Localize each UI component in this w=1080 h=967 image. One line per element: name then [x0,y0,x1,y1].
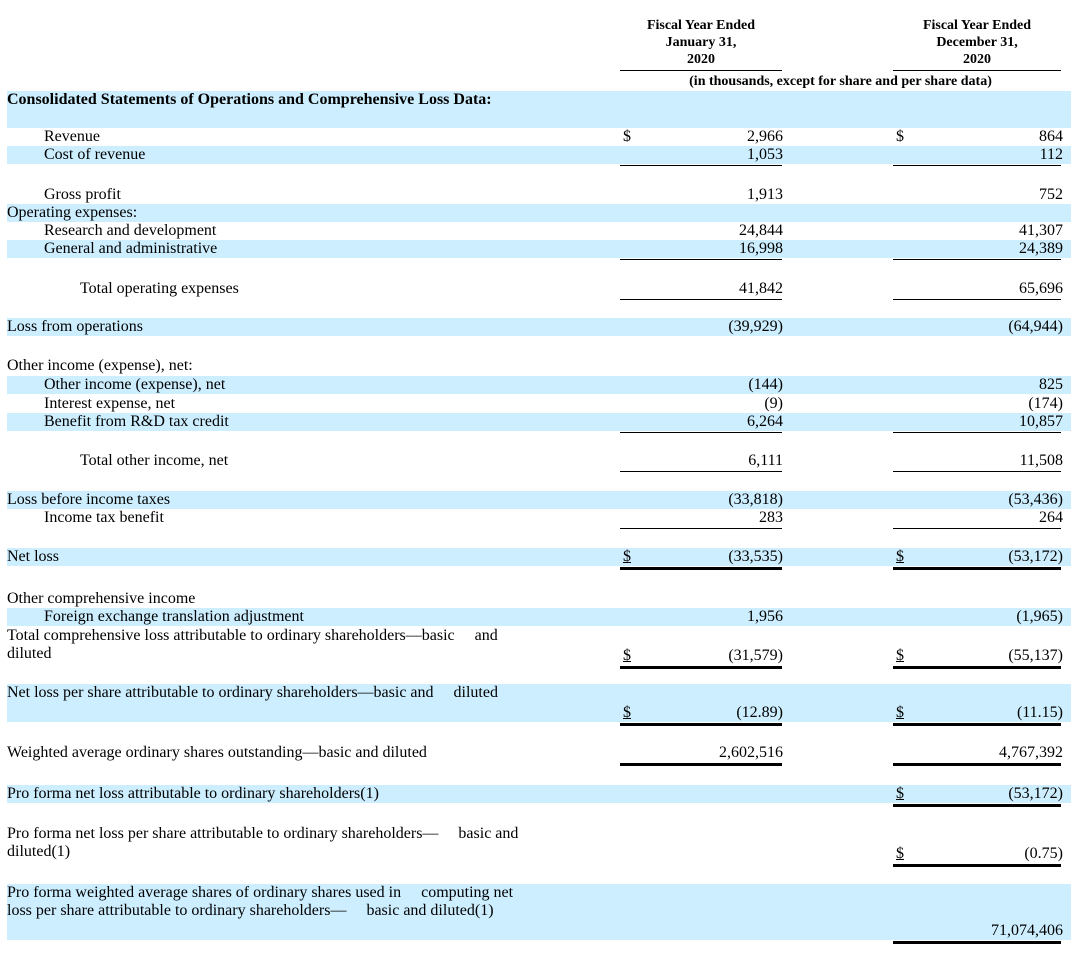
value-fy-dec-2020: 71,074,406 [991,922,1063,939]
row-label: Pro forma net loss attributable to ordinary shareholders(1) [7,785,379,802]
column-rule [893,259,1061,260]
value-fy-jan-2020: 2,602,516 [719,744,783,761]
row-label: General and administrative [44,240,218,257]
table-row [7,684,1071,722]
table-row [7,128,1071,146]
column-rule [893,763,1061,766]
table-row [7,548,1071,566]
value-fy-jan-2020: (12.89) [736,704,783,721]
column-rule [620,299,782,300]
table-row [7,825,1071,863]
row-label: Total other income, net [80,452,229,469]
value-fy-dec-2020: (1,965) [1016,608,1063,625]
table-row [7,376,1071,394]
row-label: Weighted average ordinary shares outstanding—basic and diluted [7,744,427,761]
table-row [7,240,1071,258]
column-header-line: January 31, [665,35,737,50]
value-fy-dec-2020: (11.15) [1016,704,1063,721]
column-header-line: 2020 [963,52,991,67]
column-rule [620,567,782,570]
row-label: Total comprehensive loss attributable to ordinary shareholders—basic and diluted [7,627,498,662]
row-label: Consolidated Statements of Operations and Comprehensive Loss Data: [7,91,492,108]
column-rule [893,165,1061,166]
value-fy-jan-2020: (33,818) [728,491,783,508]
table-row [7,491,1071,509]
row-label: Income tax benefit [44,509,164,526]
row-label: Interest expense, net [44,395,176,412]
column-rule [893,864,1061,867]
value-fy-jan-2020: 1,053 [747,146,783,163]
value-fy-dec-2020: (174) [1028,395,1063,412]
currency-symbol: $ [896,704,904,721]
table-row [7,91,1071,128]
value-fy-jan-2020: 6,264 [747,413,783,430]
value-fy-dec-2020: 264 [1039,509,1063,526]
value-fy-dec-2020: (53,172) [1008,548,1063,565]
column-rule [893,941,1061,944]
column-rule [893,804,1061,807]
value-fy-jan-2020: 2,966 [747,128,783,145]
column-header-line: December 31, [936,35,1018,50]
value-fy-jan-2020: (144) [748,376,783,393]
value-fy-dec-2020: 112 [1039,146,1063,163]
value-fy-jan-2020: 1,956 [747,608,783,625]
value-fy-jan-2020: 16,998 [739,240,783,257]
row-label: Research and development [44,222,217,239]
value-fy-dec-2020: 825 [1039,376,1063,393]
table-row [7,608,1071,626]
column-rule [620,763,782,766]
table-row [7,204,1071,222]
currency-symbol: $ [623,128,631,145]
currency-symbol: $ [623,704,631,721]
table-row [7,785,1071,803]
value-fy-jan-2020: 24,844 [739,222,783,239]
column-rule [893,432,1061,433]
table-row [7,146,1071,164]
column-rule [620,165,782,166]
value-fy-dec-2020: 4,767,392 [999,744,1063,761]
table-row [7,627,1071,665]
column-rule [620,259,782,260]
row-label: Revenue [44,128,100,145]
column-header-line: Fiscal Year Ended [646,18,756,33]
row-label: Total operating expenses [80,280,239,297]
value-fy-dec-2020: (55,137) [1008,647,1063,664]
row-label: Other comprehensive income [7,590,196,607]
value-fy-dec-2020: 11,508 [1019,452,1063,469]
row-label: Net loss per share attributable to ordinary shareholders—basic and diluted [7,684,498,701]
currency-symbol: $ [896,785,904,802]
column-rule [893,723,1061,726]
value-fy-dec-2020: (64,944) [1008,318,1063,335]
row-label: Cost of revenue [44,146,146,163]
column-rule [893,471,1061,472]
column-header-fy-dec-2020 [893,17,1061,68]
table-row [7,452,1071,470]
column-rule [893,567,1061,570]
value-fy-jan-2020: (33,535) [728,548,783,565]
row-label: Pro forma net loss per share attributable to ordinary shareholders— basic and diluted(1) [7,825,519,860]
table-row [7,222,1071,240]
header-rule [620,70,782,71]
column-rule [893,299,1061,300]
row-label: Gross profit [44,186,121,203]
value-fy-dec-2020: 65,696 [1019,280,1063,297]
table-row [7,884,1071,940]
value-fy-dec-2020: (0.75) [1024,845,1063,862]
table-row [7,357,1071,375]
table-row [7,280,1071,298]
row-label: Benefit from R&D tax credit [44,413,229,430]
table-row [7,186,1071,204]
value-fy-dec-2020: 10,857 [1019,413,1063,430]
value-fy-jan-2020: 1,913 [747,186,783,203]
currency-symbol: $ [896,845,904,862]
column-header-line: Fiscal Year Ended [922,18,1032,33]
value-fy-dec-2020: (53,172) [1008,785,1063,802]
table-row [7,509,1071,527]
units-note: (in thousands, except for share and per share data) [689,74,992,89]
column-rule [893,528,1061,529]
column-rule [620,666,782,669]
currency-symbol: $ [623,647,631,664]
value-fy-jan-2020: (9) [764,395,783,412]
row-label: Loss before income taxes [7,491,171,508]
value-fy-jan-2020: 6,111 [748,452,783,469]
table-row [7,413,1071,431]
value-fy-dec-2020: 864 [1039,128,1063,145]
value-fy-jan-2020: 283 [759,509,783,526]
column-rule [620,723,782,726]
table-row [7,590,1071,608]
column-header-fy-jan-2020 [620,17,782,68]
row-label: Pro forma weighted average shares of ordinary shares used in computing net loss per share attributable to ordinary shareholders— basic and diluted(1) [7,884,514,919]
value-fy-jan-2020: (39,929) [728,318,783,335]
table-row [7,744,1071,762]
column-rule [620,528,782,529]
currency-symbol: $ [896,647,904,664]
row-label: Operating expenses: [7,204,138,221]
column-header-line: 2020 [687,52,715,67]
row-label: Loss from operations [7,318,143,335]
currency-symbol: $ [896,128,904,145]
value-fy-dec-2020: 752 [1039,186,1063,203]
value-fy-dec-2020: 41,307 [1019,222,1063,239]
row-label: Other income (expense), net: [7,357,193,374]
row-label: Foreign exchange translation adjustment [44,608,304,625]
column-rule [620,471,782,472]
header-rule [893,70,1061,71]
row-label: Other income (expense), net [44,376,226,393]
currency-symbol: $ [623,548,631,565]
value-fy-jan-2020: 41,842 [739,280,783,297]
table-row [7,318,1071,336]
value-fy-jan-2020: (31,579) [728,647,783,664]
row-label: Net loss [7,548,59,565]
value-fy-dec-2020: (53,436) [1008,491,1063,508]
column-rule [893,666,1061,669]
currency-symbol: $ [896,548,904,565]
value-fy-dec-2020: 24,389 [1019,240,1063,257]
column-rule [620,432,782,433]
table-row [7,395,1071,413]
